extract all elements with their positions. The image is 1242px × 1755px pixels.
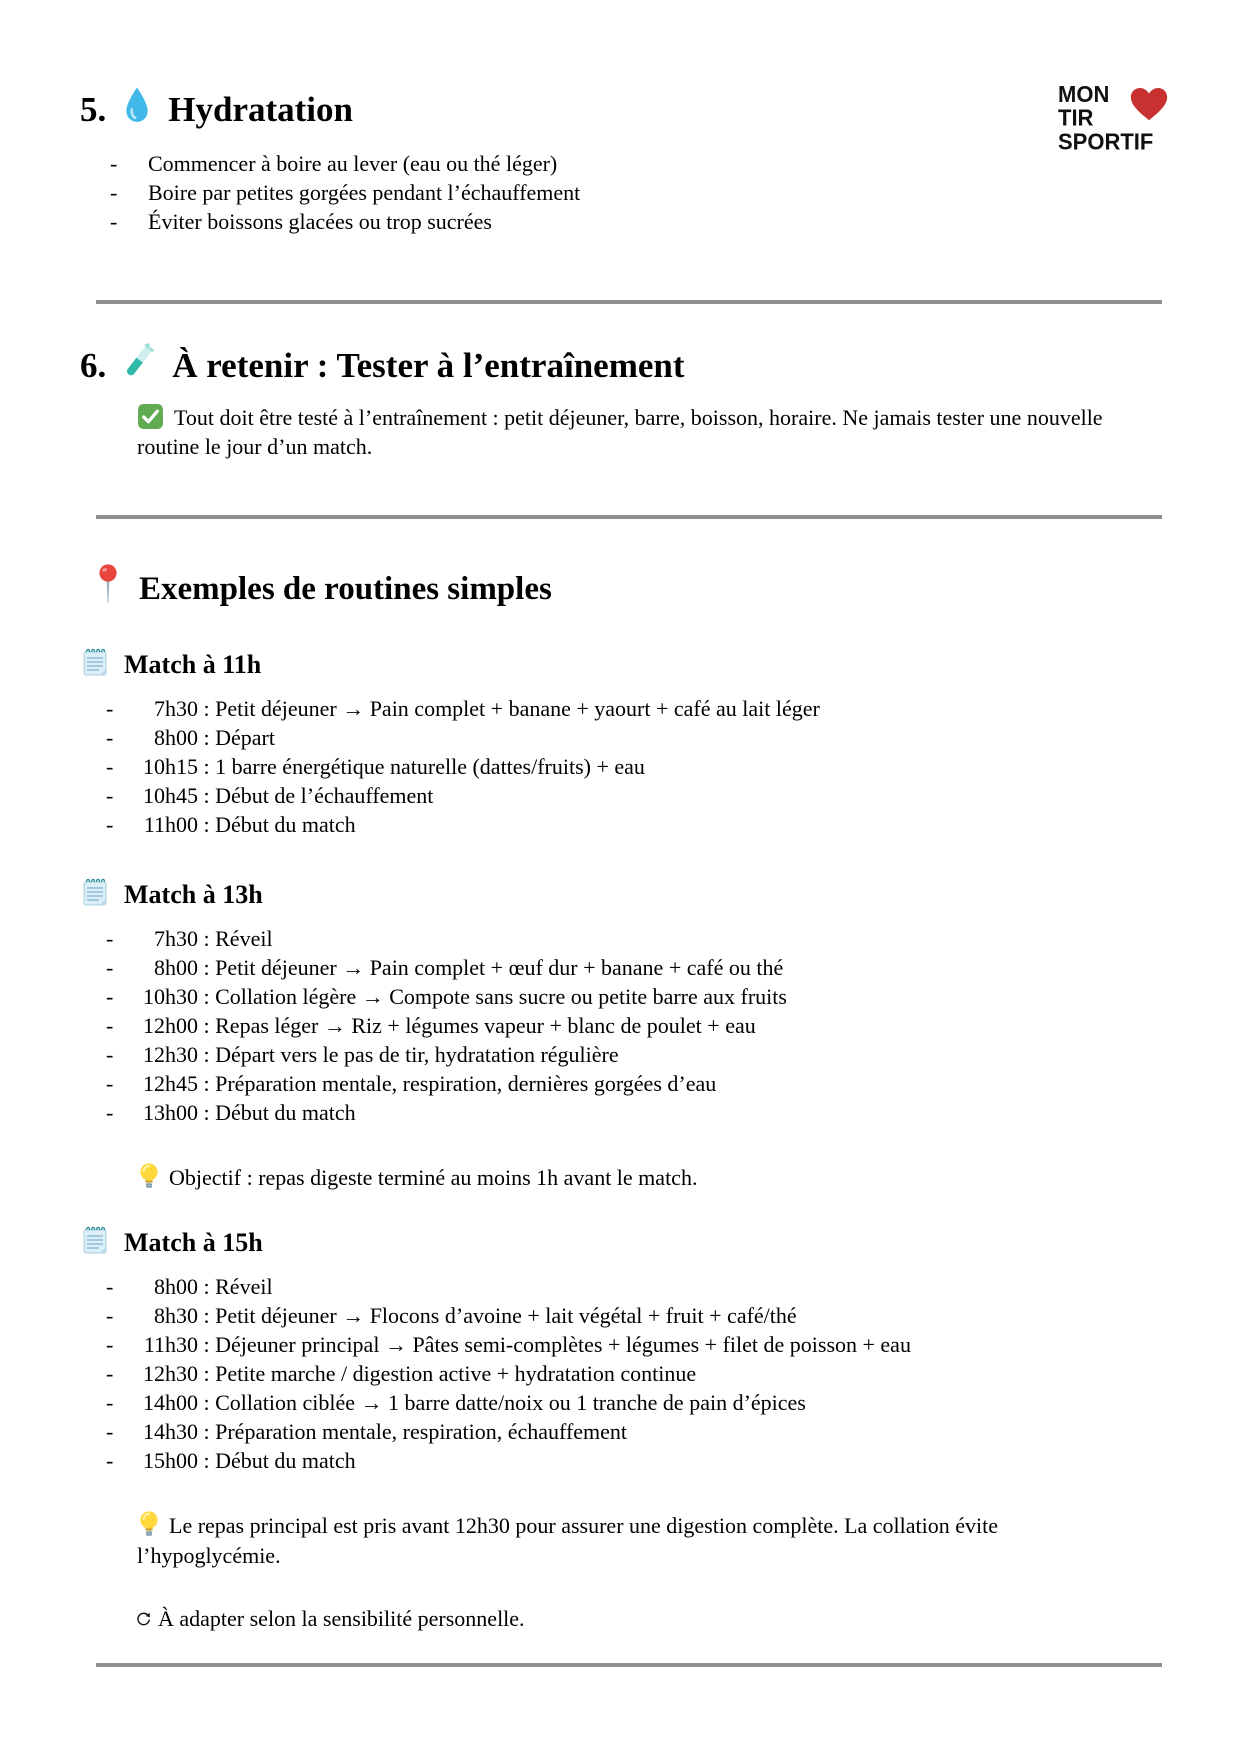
list-item (80, 694, 1162, 723)
list-item-sep: : (198, 926, 216, 951)
bulb-icon (137, 1165, 169, 1190)
list-item-time: 14h00 (143, 1390, 198, 1415)
list-item-time: 14h30 (143, 1419, 198, 1444)
list-item (80, 1011, 1162, 1040)
list-item-sep: : (198, 1448, 216, 1473)
list-item (80, 810, 1162, 839)
training-note-text: Tout doit être testé à l’entraînement : petit déjeuner, barre, boisson, horaire. Ne jamais tester une nouvelle routine le jour d’un match. (137, 405, 1103, 459)
match-13h-title: Match à 13h (124, 880, 263, 909)
notepad-icon (80, 1223, 110, 1262)
list-item-time: 12h30 (143, 1361, 198, 1386)
bullet-dash: - (106, 1361, 114, 1386)
list-item (80, 149, 1162, 178)
list-item-sep: : (198, 1332, 216, 1357)
bullet-dash: - (106, 1013, 114, 1038)
list-item (80, 1330, 1162, 1359)
notepad-icon (80, 645, 110, 684)
bullet-dash: - (106, 812, 114, 837)
test-tube-icon (122, 340, 156, 391)
pin-icon (95, 563, 121, 615)
notepad-icon (80, 875, 110, 914)
list-item (80, 982, 1162, 1011)
adapt-note (135, 1605, 1162, 1633)
bullet-dash: - (106, 1100, 114, 1125)
check-icon (137, 405, 174, 430)
list-item-btext: Début du match (215, 1100, 356, 1125)
list-item-sep: : (198, 1042, 216, 1067)
match-15h-section (80, 1223, 1162, 1475)
section5-number: 5. (80, 90, 107, 129)
list-item (80, 178, 1162, 207)
list-item (80, 1040, 1162, 1069)
bullet-dash: - (106, 926, 114, 951)
bullet-dash: - (106, 725, 114, 750)
list-item (80, 1446, 1162, 1475)
match-11h-list (80, 694, 1162, 839)
training-note (137, 403, 1105, 461)
list-item-time: 8h00 (154, 955, 198, 980)
list-item-btext: Collation ciblée → 1 barre datte/noix ou 1 tranche de pain d’épices (215, 1390, 806, 1415)
list-item (80, 723, 1162, 752)
list-item-time: 10h15 (143, 754, 198, 779)
list-item (80, 924, 1162, 953)
list-item (80, 207, 1162, 236)
routines-title-text: Exemples de routines simples (139, 571, 552, 607)
list-item-sep: : (198, 783, 216, 808)
match-15h-heading (80, 1223, 1162, 1262)
list-item-btext: Commencer à boire au lever (eau ou thé léger) (148, 151, 558, 176)
logo-line-2: TIR (1058, 104, 1094, 131)
bullet-dash: - (106, 955, 114, 980)
list-item (80, 1272, 1162, 1301)
list-item (80, 1098, 1162, 1127)
list-item-btext: Début du match (215, 1448, 356, 1473)
bullet-dash: - (106, 1419, 114, 1444)
list-item-time: 8h00 (154, 725, 198, 750)
list-item-time: 10h30 (143, 984, 198, 1009)
list-item-time: 7h30 (154, 696, 198, 721)
tip-repas (137, 1509, 1089, 1571)
bullet-dash: - (110, 151, 118, 176)
bullet-dash: - (106, 696, 114, 721)
list-item-sep: : (198, 1361, 216, 1386)
adapt-note-text: À adapter selon la sensibilité personnelle. (158, 1606, 525, 1631)
bullet-dash: - (106, 1071, 114, 1096)
bullet-dash: - (106, 984, 114, 1009)
heart-icon (1128, 84, 1170, 127)
match-13h-heading (80, 875, 1162, 914)
list-item-sep: : (198, 984, 216, 1009)
bullet-dash: - (110, 209, 118, 234)
match-11h-title: Match à 11h (124, 650, 262, 679)
bulb-icon (137, 1513, 169, 1538)
list-item (80, 1069, 1162, 1098)
match-15h-list (80, 1272, 1162, 1475)
tip-objectif (137, 1161, 1089, 1193)
tip-repas-text: Le repas principal est pris avant 12h30 pour assurer une digestion complète. La collation évite l’hypoglycémie. (137, 1513, 999, 1568)
list-item (80, 1301, 1162, 1330)
list-item-sep: : (198, 1303, 216, 1328)
list-item-sep: : (198, 1274, 216, 1299)
tip-objectif-text: Objectif : repas digeste terminé au moins 1h avant le match. (169, 1165, 698, 1190)
list-item-btext: Petit déjeuner → Pain complet + banane + yaourt + café au lait léger (215, 696, 820, 721)
droplet-icon (122, 86, 152, 133)
list-item (80, 1417, 1162, 1446)
list-item-time: 11h00 (143, 812, 198, 837)
list-item-sep: : (198, 725, 216, 750)
list-item-time: 10h45 (143, 783, 198, 808)
bullet-dash: - (106, 1042, 114, 1067)
match-13h-list (80, 924, 1162, 1127)
list-item-sep: : (198, 1419, 216, 1444)
hydration-list (80, 149, 1162, 236)
bullet-dash: - (110, 180, 118, 205)
logo-line-3: SPORTIF (1058, 128, 1154, 155)
list-item-sep: : (198, 1013, 216, 1038)
bullet-dash: - (106, 1303, 114, 1328)
bullet-dash: - (106, 1332, 114, 1357)
match-11h-heading (80, 645, 1162, 684)
list-item-btext: Repas léger → Riz + légumes vapeur + blanc de poulet + eau (215, 1013, 756, 1038)
list-item-time: 12h45 (143, 1071, 198, 1096)
list-item (80, 1359, 1162, 1388)
list-item-btext: Réveil (215, 1274, 273, 1299)
list-item-time: 8h00 (154, 1274, 198, 1299)
list-item-time: 12h30 (143, 1042, 198, 1067)
match-13h-section (80, 875, 1162, 1127)
list-item-btext: Début de l’échauffement (215, 783, 434, 808)
section6-title: À retenir : Tester à l’entraînement (172, 346, 685, 385)
list-item-btext: Préparation mentale, respiration, dernières gorgées d’eau (215, 1071, 717, 1096)
list-item-btext: Déjeuner principal → Pâtes semi-complètes + légumes + filet de poisson + eau (215, 1332, 911, 1357)
list-item-sep: : (198, 696, 216, 721)
bullet-dash: - (106, 1448, 114, 1473)
list-item-btext: Départ (215, 725, 275, 750)
list-item (80, 953, 1162, 982)
list-item-btext: Éviter boissons glacées ou trop sucrées (148, 209, 492, 234)
section5-heading (80, 86, 1162, 133)
bullet-dash: - (106, 754, 114, 779)
list-item-time: 13h00 (143, 1100, 198, 1125)
bullet-dash: - (106, 783, 114, 808)
bullet-dash: - (106, 1274, 114, 1299)
list-item-btext: Petite marche / digestion active + hydratation continue (215, 1361, 697, 1386)
section6-number: 6. (80, 346, 107, 385)
list-item-sep: : (198, 955, 216, 980)
repeat-icon (135, 1606, 158, 1631)
list-item-time: 12h00 (143, 1013, 198, 1038)
list-item (80, 1388, 1162, 1417)
list-item-btext: Petit déjeuner → Flocons d’avoine + lait végétal + fruit + café/thé (215, 1303, 797, 1328)
divider (96, 515, 1162, 519)
list-item (80, 781, 1162, 810)
divider (96, 300, 1162, 304)
list-item-btext: Préparation mentale, respiration, échauffement (215, 1419, 628, 1444)
section5-title: Hydratation (168, 90, 353, 129)
list-item-btext: Boire par petites gorgées pendant l’échauffement (148, 180, 581, 205)
routines-heading (95, 563, 1162, 615)
list-item-time: 7h30 (154, 926, 198, 951)
section6-heading (80, 340, 1162, 391)
list-item-time: 8h30 (154, 1303, 198, 1328)
list-item-sep: : (198, 1071, 216, 1096)
list-item-time: 15h00 (143, 1448, 198, 1473)
list-item-sep: : (198, 812, 216, 837)
list-item-btext: Collation légère → Compote sans sucre ou petite barre aux fruits (215, 984, 787, 1009)
list-item-btext: Départ vers le pas de tir, hydratation régulière (215, 1042, 619, 1067)
list-item-btext: Début du match (215, 812, 356, 837)
list-item (80, 752, 1162, 781)
list-item-time: 11h30 (143, 1332, 198, 1357)
bullet-dash: - (106, 1390, 114, 1415)
list-item-sep: : (198, 1390, 216, 1415)
logo-line-1: MON (1058, 80, 1110, 107)
brand-logo (1058, 82, 1164, 160)
list-item-btext: Réveil (215, 926, 273, 951)
list-item-btext: 1 barre énergétique naturelle (dattes/fruits) + eau (215, 754, 645, 779)
divider (96, 1663, 1162, 1667)
match-15h-title: Match à 15h (124, 1228, 263, 1257)
list-item-btext: Petit déjeuner → Pain complet + œuf dur + banane + café ou thé (215, 955, 784, 980)
list-item-sep: : (198, 1100, 216, 1125)
list-item-sep: : (198, 754, 216, 779)
match-11h-section (80, 645, 1162, 839)
